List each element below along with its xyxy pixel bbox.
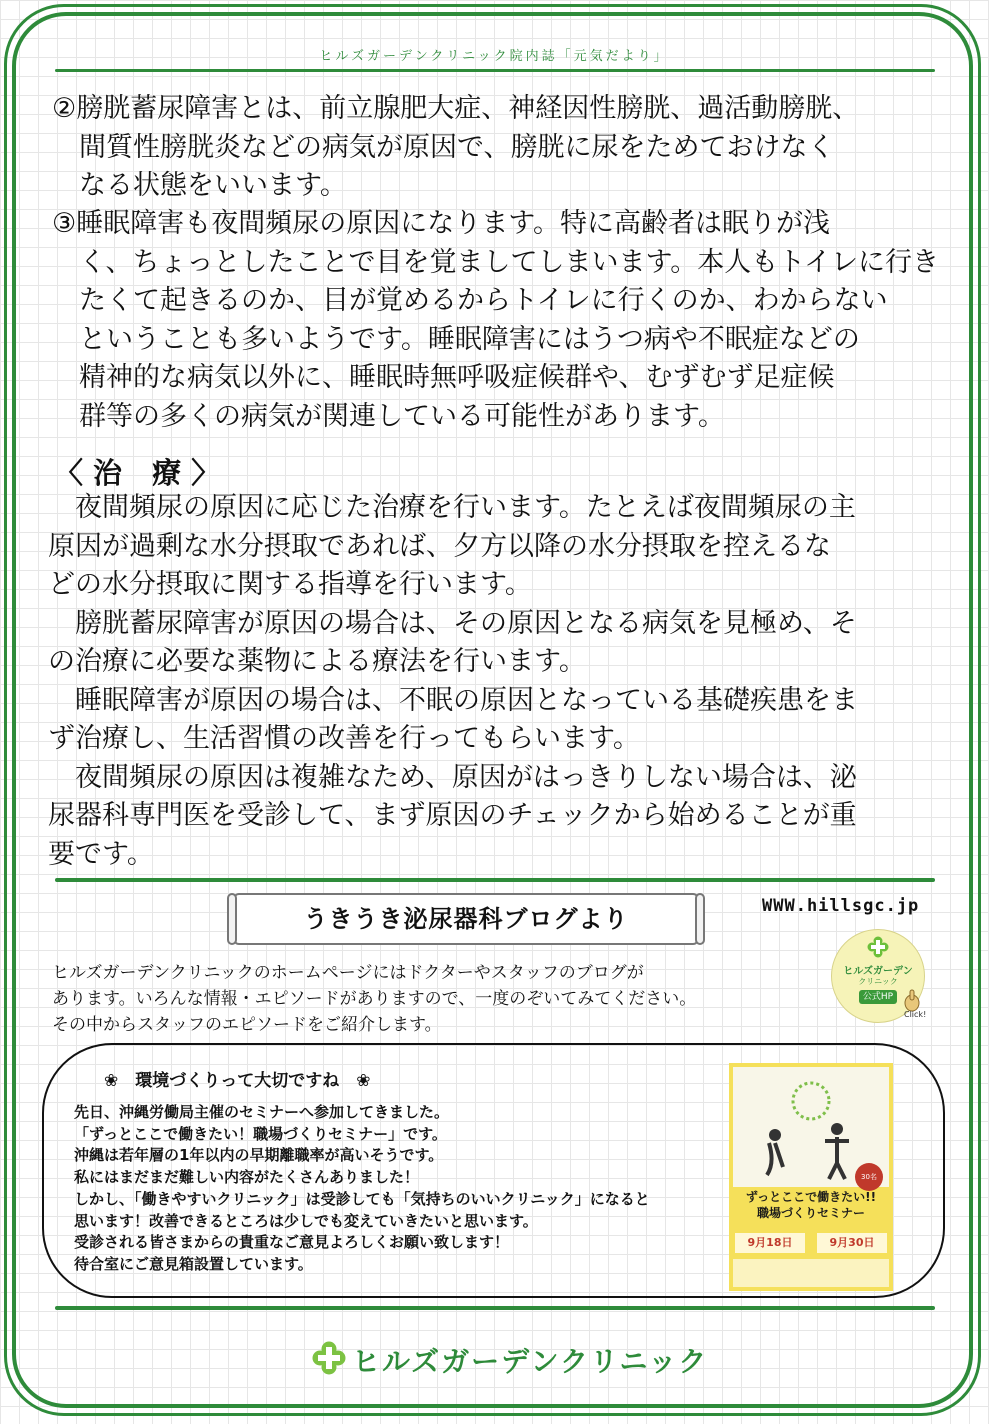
- cause-item-3-line: ということも多いようです。睡眠障害にはうつ病や不眠症などの: [52, 323, 860, 355]
- cause-item-3-line: ③睡眠障害も夜間頻尿の原因になります。特に高齢者は眠りが浅: [52, 208, 831, 239]
- badge-official-hp: 公式HP: [859, 990, 897, 1004]
- blog-post-line: 沖縄は若年層の1年以内の早期離職率が高いそうです。: [74, 1146, 444, 1165]
- clover-cross-icon: [867, 936, 889, 958]
- flyer-footer: [733, 1259, 889, 1287]
- cause-item-2-line: ②膀胱蓄尿障害とは、前立腺肥大症、神経因性膀胱、過活動膀胱、: [52, 93, 860, 124]
- footer-divider: [55, 1306, 935, 1310]
- click-label: Click!: [904, 1010, 927, 1019]
- blog-banner: うきうき泌尿器科ブログより: [233, 893, 699, 945]
- flyer-capacity-badge: 30名: [855, 1163, 883, 1191]
- treatment-line: 夜間頻尿の原因は複雑なため、原因がはっきりしない場合は、泌: [48, 761, 857, 793]
- treatment-line: 尿器科専門医を受診して、まず原因のチェックから始めることが重: [48, 800, 857, 831]
- blog-intro-line: ヒルズガーデンクリニックのホームページにはドクターやスタッフのブログが: [52, 963, 644, 983]
- flyer-date-1: 9月18日: [735, 1233, 805, 1253]
- flyer-date-2: 9月30日: [817, 1233, 887, 1253]
- clinic-name-logo: ヒルズガーデンクリニック: [352, 1345, 709, 1378]
- cause-item-2-line: なる状態をいいます。: [52, 170, 347, 201]
- blog-post-line: 私にはまだまだ難しい内容がたくさんありました！: [74, 1168, 420, 1187]
- blog-post-line: 先日、沖縄労働局主催のセミナーへ参加してきました。: [74, 1103, 450, 1121]
- badge-clinic-name: ヒルズガーデン: [843, 966, 913, 977]
- cause-item-3-line: 精神的な病気以外に、睡眠時無呼吸症候群や、むずむず足症候: [52, 362, 835, 393]
- section-divider: [55, 878, 935, 882]
- treatment-line: の治療に必要な薬物による療法を行います。: [48, 646, 586, 677]
- newsletter-header: ヒルズガーデンクリニック院内誌「元気だより」: [319, 49, 670, 64]
- blog-post-line: 「ずっとここで働きたい！職場づくりセミナー」です。: [74, 1124, 447, 1143]
- cause-item-2: [52, 90, 859, 206]
- cause-item-3-line: く、ちょっとしたことで目を覚ましてしまいます。本人もトイレに行き: [52, 246, 939, 278]
- flyer-title-line-2: 職場づくりセミナー: [756, 1206, 865, 1220]
- badge-clinic-sub: クリニック: [858, 977, 898, 986]
- blog-intro: [52, 960, 696, 1038]
- treatment-line: 膀胱蓄尿障害が原因の場合は、その原因となる病気を見極め、そ: [48, 607, 857, 639]
- treatment-line: 原因が過剰な水分摂取であれば、夕方以降の水分摂取を控えるな: [48, 530, 831, 562]
- blog-post-line: 思います！改善できるところは少しでも変えていきたいと思います。: [74, 1211, 538, 1230]
- treatment-heading: 〈治 療〉: [54, 456, 231, 490]
- cause-item-3: [52, 205, 939, 436]
- treatment-line: 夜間頻尿の原因に応じた治療を行います。たとえば夜間頻尿の主: [48, 492, 856, 523]
- seminar-flyer-image: [729, 1063, 893, 1291]
- blog-post-line: しかし、「働きやすいクリニック」は受診しても「気持ちのいいクリニック」になると: [74, 1189, 650, 1208]
- blog-post-body: [74, 1102, 650, 1276]
- blog-post-line: 受診される皆さまからの貴重なご意見よろしくお願い致します！: [74, 1233, 510, 1252]
- blog-post-line: 待合室にご意見箱設置しています。: [74, 1254, 313, 1273]
- flyer-title: [733, 1189, 889, 1221]
- header-divider: [55, 69, 935, 72]
- treatment-line: 要です。: [48, 838, 154, 870]
- treatment-line: どの水分摂取に関する指導を行います。: [48, 569, 532, 600]
- cause-item-2-line: 間質性膀胱炎などの病気が原因で、膀胱に尿をためておけなく: [52, 131, 835, 163]
- clinic-logo-icon: [312, 1341, 346, 1375]
- treatment-line: 睡眠障害が原因の場合は、不眠の原因となっている基礎疾患をま: [48, 684, 858, 716]
- flyer-title-line-1: ずっとここで働きたい!!: [745, 1190, 877, 1204]
- blog-intro-line: その中からスタッフのエピソードをご紹介します。: [52, 1015, 442, 1035]
- blog-intro-line: あります。いろんな情報・エピソードがありますので、一度のぞいてみてください。: [52, 989, 697, 1009]
- cause-item-3-line: たくて起きるのか、目が覚めるからトイレに行くのか、わからない: [52, 285, 888, 316]
- treatment-paragraph-1: [48, 489, 858, 874]
- cause-item-3-line: 群等の多くの病気が関連している可能性があります。: [52, 400, 725, 432]
- treatment-line: ず治療し、生活習慣の改善を行ってもらいます。: [48, 723, 640, 754]
- website-url[interactable]: WWW.hillsgc.jp: [762, 896, 920, 916]
- blog-post-title: ❀ 環境づくりって大切ですね ❀: [104, 1071, 371, 1091]
